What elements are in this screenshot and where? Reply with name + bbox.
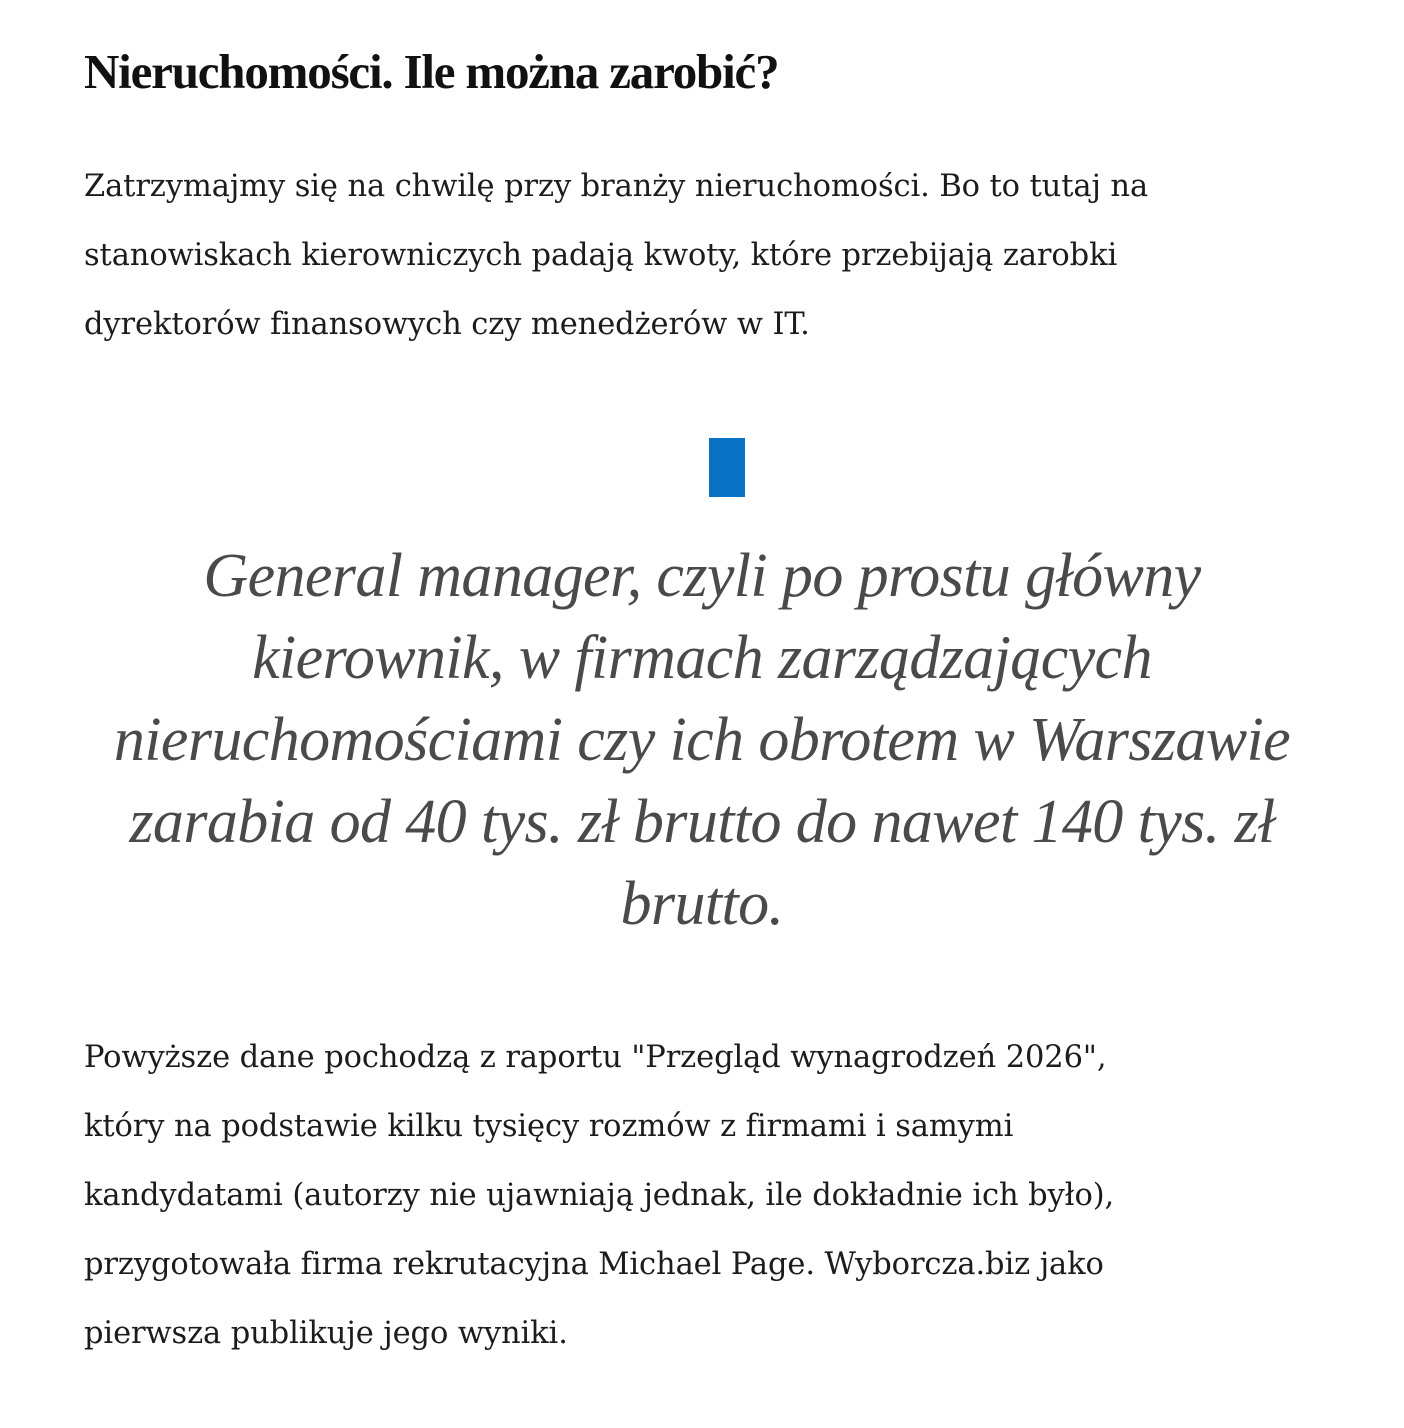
paragraph-line: który na podstawie kilku tysięcy rozmów z firmami i samymi bbox=[84, 1109, 1014, 1144]
paragraph-line: pierwsza publikuje jego wyniki. bbox=[84, 1316, 568, 1351]
paragraph-line: stanowiskach kierowniczych padają kwoty, które przebijają zarobki bbox=[84, 238, 1118, 273]
pullquote-line: nieruchomościami czy ich obrotem w Warszawie bbox=[113, 706, 1291, 774]
paragraph-line: dyrektorów finansowych czy menedżerów w IT. bbox=[84, 307, 810, 342]
pullquote-line: General manager, czyli po prostu główny bbox=[203, 542, 1201, 610]
paragraph-line: Zatrzymajmy się na chwilę przy branży nieruchomości. Bo to tutaj na bbox=[84, 169, 1149, 204]
paragraph-line: przygotowała firma rekrutacyjna Michael Page. Wyborcza.biz jako bbox=[84, 1247, 1104, 1282]
paragraph-intro bbox=[84, 152, 1374, 359]
paragraph-line: kandydatami (autorzy nie ujawniają jednak, ile dokładnie ich było), bbox=[84, 1178, 1115, 1213]
paragraph-source bbox=[84, 1023, 1374, 1368]
pullquote bbox=[0, 535, 1404, 945]
quote-marker-icon bbox=[709, 438, 745, 497]
paragraph-line: Powyższe dane pochodzą z raportu "Przegląd wynagrodzeń 2026", bbox=[84, 1040, 1107, 1075]
pullquote-line: brutto. bbox=[620, 870, 784, 938]
pullquote-line: zarabia od 40 tys. zł brutto do nawet 140 tys. zł bbox=[129, 788, 1275, 856]
section-heading: Nieruchomości. Ile można zarobić? bbox=[84, 44, 779, 99]
pullquote-line: kierownik, w firmach zarządzających bbox=[252, 624, 1152, 692]
